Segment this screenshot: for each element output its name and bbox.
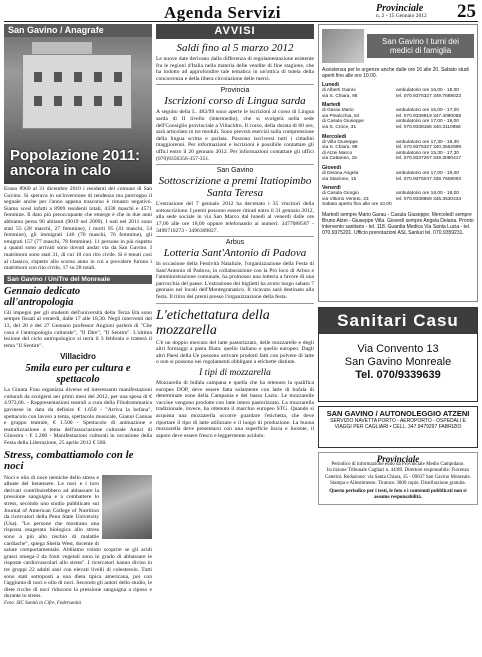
- masthead-text: Periodico di informazione edito da Provinciale Medio Campidano. Iscrizione Tribunale Cagliari n. 44/89. Direttore responsabile: Fiorenzo Caterini. Redazione: via Santa Chiara, 35 - 09037 San Gavino Monreale. Stampa e Allestimento. Tiratura: 3000 copie. Distribuzione gratuita.: [325, 462, 471, 486]
- doctor-name: via Stazione, 15: [322, 176, 357, 182]
- turni-row: [322, 156, 474, 162]
- autonoleggio-ad: [318, 406, 478, 448]
- column-left: [4, 24, 152, 606]
- unitre-title: Gennaio dedicato all'antropologia: [4, 285, 81, 308]
- doctor-hours: tel. 070.9338869 345.3530434: [396, 196, 462, 202]
- sangavino-kicker: San Gavino: [216, 167, 254, 175]
- issue-info: n. 2 - 15 Gennaio 2012: [376, 13, 427, 19]
- photo-tag: San Gavino / Anagrafe: [4, 24, 152, 37]
- doctor-hours: tel. 070.9375327 340.3552999: [396, 145, 462, 151]
- doctor-name: via Cattaneo, 15: [322, 156, 357, 162]
- turni-day: Giovedì: [322, 164, 342, 171]
- doctor-hours: [396, 202, 474, 208]
- doctor-name: via Pinaicchia, 64: [322, 113, 360, 119]
- doctor-hours: tel. 070.9338156 340.3110856: [396, 124, 461, 130]
- turni-day: Mercoledì: [322, 133, 347, 140]
- doctor-hours: tel. 070.9375327 349.7689023: [396, 93, 462, 99]
- anagrafe-photo: [4, 24, 152, 184]
- ad2-text: SERVIZIO NAVETTA PORTO - AEROPORTO - OSPEDALI E VIAGGI PER CAGLIARI • CELL. 347.9479297 FABRIZIO: [330, 418, 466, 431]
- saldi-text: Le nuove date derivano dalla differenza di regolamentazione esistente fra le regioni d'Italia nella materia delle vendite di fine stagione, che ha indotto ad approfondire tale tematica in un'ottica di tutela della concorrenza e della libera circolazione delle merci.: [156, 56, 314, 82]
- unitre-text: Gli impegni per gli studenti dell'università della Terza Età sono sempre fissati al venerdì, dalle 17 alle 18,30. Negli interventi del 13, del 20 e del 27 Gennaio professor Angioni parlerà di "Che cosa è l'antropologia culturale", "Il Dire", "Il Sentire". L'ultima lezione del ciclo antropologico si terrà il 3 febbraio e tratterà il tema "Il Sentire".: [4, 309, 152, 349]
- ad2-name: SAN GAVINO / AUTONOLEGGIO ATZENI: [326, 409, 470, 418]
- doctor-name: di Deiana Angela: [322, 170, 359, 176]
- sanitari-casu-ad: [318, 307, 478, 402]
- stress-text: Noci e olio di noce nemiche dello stress e alleate del benessere. Le noci e i loro derivati contribuirebbero ad abbassare la pressione sanguigna e a combattere lo stress, secondo uno studio pubblicato sul Journal of American College of Nutrition da ricercatori della Penn State University (Usa). "Le persone che mostrano una risposta esagerata biologica allo stress sono a più alto rischio di malattie cardiache", spiega Sheila West, docente di salute comportamentale. Abbiamo voluto scoprire se gli acidi grassi omega-3 da fonti vegetali sono in grado di abbassare le risposte cardiovascolari allo stress". I ricercatori hanno diviso in tre gruppi 22 adulti sani con elevati livelli di colesterolo. Tutti sono stati sottoposti a una dieta tipica americana, poi con l'aggiunta di noci e olio di noci. Secondo gli autori dello studio, le diete ricche di noci riducono la pressione sanguigna a riposo e durante lo stress.: [4, 474, 152, 600]
- anagrafe-text: Erano 8960 al 31 dicembre 2010 i residenti del comune di San Gavino. Si sperava in un'inversione di tendenza ma purtroppo il segnale anche per l'anno appena trascorso è rimasto negativo. Siamo scesi infatti a 8909 residenti totali, 4338 maschi e 4571 femmine. Il dato più preoccupante che emerge è che in due anni abbiamo perso 90 abitanti (9019 nel 2009). I nati nel 2011 sono stati 55 (28 maschi, 27 femmine), i morti 95 (41 maschi, 54 femmine), gli immigrati 146 (70 maschi, 76 femmine), gli emigrati 157 (77 maschi, 78 femmine). 11 persone in più rispetto a quanti sono arrivati sono dovuti andar via da San Gavino. I matrimoni sono stati 31, di cui 10 con rito civile. Si è tenuti così al classico, rispetto allo scorso anno in cui a prevalere furono i matrimoni con rito civile, 17 su 28 totali.: [4, 186, 152, 272]
- turni-notes: Martedì sempre Mario Garau - Casula Giuseppe. Mercoledì sempre Bruno Atzei - Giuseppe Villa. Giovedì sempre Angela Deiana. Pronto intervento sanitario - tel. 118. Guardia Medica Via Santa Lucia - tel. 070.9375201. Ufficio prenotazioni ASL Sanluri tel. 070.9359231.: [322, 211, 474, 236]
- doctor-name: via S. Croce, 31: [322, 124, 357, 130]
- doctor-photo: [322, 29, 364, 63]
- doctor-name: di Atzei Marco: [322, 150, 353, 156]
- tipi-text: Mozzarella di bufala campana e quella che ha ottenuto la qualifica europea DOP, deve essere fatta solamente con latte di bufala di determinate zone della Campania e del basso Lazio. Le mozzarelle vaccine vengono prodotte con latte intero pastorizzato. La mozzarella tradizionale, invece, ha ottenuto il marchio europeo STG. Quando si acquista una mozzarella occorre guardare l'etichetta, che deve riportare il tipo di latte utilizzato e il luogo di produzione. La buona mozzarella deve presentarsi con una superficie liscia e lucente, il sapore deve essere fresco e leggermente acidulo.: [156, 380, 314, 439]
- provincia-text: A seguito della L. 482/99 sono aperte le iscrizioni al corso di Lingua sarda di II livello (intermedio), che si svolgerà nella sede dell'Consiglio provinciale a Villacidro. Il corso, della durata di 60 ore, sarà articolato in tre moduli. Sono previsti esercizi sulla comprensione della lingua scritta e parlata. Possono iscriversi tutti i cittadini maggiorenni. Per informazioni e iscrizioni è possibile contattare gli uffici entro il 20 gennaio 2012. Per informazioni contattare gli uffici (070)9356356-357-351.: [156, 109, 314, 162]
- villacidro-kicker: Villacidro: [60, 352, 96, 362]
- villacidro-text: La Giunta Frau organizza diverse ed interessanti manifestazioni culturali da svolgersi nei primi mesi del 2012, per una spesa di € 4.973,60. - Rappresentazioni teatrali a cura della Filodrammatica gavinese in data da definire € 1.650 - "Arriva la befana", spettacolo con lavoro a tema, spettacolo musicale, Gianni Cannas e gruppo teatrale, € 1.500 - Spettacolo di animazione e teatralizzazione a tema dell'associazione culturale Amici di Ginostra - € 1.200 - Manifestazioni culturali in occasione della Festa della Liberazione, 25 aprile 2012 € 500.: [4, 387, 152, 447]
- turni-row: [322, 125, 474, 131]
- turni-schedule: [322, 82, 474, 208]
- saldi-title: Saldi fino al 5 marzo 2012: [176, 42, 294, 54]
- sangavino-title: Sottoscrizione a premi Itatiopimbo Santa Teresa: [158, 175, 312, 200]
- doctor-hours: ambulatorio ore 17,30 - 19,30: [396, 139, 459, 145]
- villacidro-title: 5mila euro per cultura e spettacolo: [25, 363, 131, 386]
- page-number: 25: [457, 1, 476, 22]
- arbus-title: Lotteria Sant'Antonio di Padova: [163, 247, 307, 260]
- doctor-name: via Vittorio Veneto, 23: [322, 196, 369, 202]
- doctor-name: di Casula Giuseppe: [322, 119, 364, 125]
- photo-caption: Popolazione 2011: ancora in calo: [10, 147, 141, 179]
- turni-day: Martedì: [322, 102, 341, 109]
- doctor-hours: ambulatorio ore 16,00 - 18,00: [396, 88, 459, 93]
- doctor-name: Sabato aperto fino alle ore 10,00: [322, 202, 392, 208]
- turni-title: San Gavino I turni dei medici di famiglia: [367, 34, 474, 58]
- turni-medici-box: [318, 24, 478, 302]
- doctor-hours: ambulatorio ore 16,00 - 18,00: [396, 191, 459, 197]
- doctor-name: di Villa Giuseppe: [322, 139, 358, 145]
- doctor-hours: ambulatorio ore 15,30 - 17,30: [396, 150, 459, 156]
- provincia-title: Iscrizioni corso di Lingua sarda: [164, 95, 306, 108]
- avvisi-header: AVVISI: [156, 24, 314, 39]
- ad-name: Sanitari Casu: [319, 308, 477, 334]
- photo-credit: Foto: SIC Sanità in Cifre, Federsanità: [4, 600, 82, 606]
- doctor-hours: ambulatorio ore 17,00 - 19,00: [396, 170, 459, 176]
- sangavino-text: L'estrazione del 7 gennaio 2012 ha decretato i 35 vincitori della sottoscrizione. I premi possono essere ritirati entro il 31 gennaio 2012, alla sede sociale in via San Marco dal lunedì al venerdì dalle ore 17,00 alle ore 18,00 oppure telefonando ai numeri: 3477088587 - 3496710273 - 3496309827.: [156, 201, 314, 234]
- masthead-logo: Provinciale: [376, 454, 420, 464]
- mozzarella-text: C'è un doppio mercato del latte pastorizzato, delle mozzarelle e degli altri formaggi a pasta filata: quello italiano e quello europeo. Dagli altri Paesi della Ue possono arrivare prodotti fatti con polvere di latte o non si possono nei regolamenti obbligare a etichette distinte.: [156, 339, 314, 366]
- doctor-name: di Casula Giorgio: [322, 191, 359, 197]
- ad-city: San Gavino Monreale: [344, 356, 452, 368]
- ad-address: Via Convento 13: [357, 343, 439, 355]
- turni-day: Venerdì: [322, 185, 341, 192]
- turni-intro: Assistenza per le urgenze anche dalle ore 16 alle 20. Sabato studi aperti fino alle ore 10.00.: [322, 67, 469, 79]
- stress-title: Stress, combattiamolo con le noci: [4, 448, 134, 473]
- doctor-name: via S. Chiara, 98: [322, 93, 358, 99]
- doctor-hours: ambulatorio ore 15,00 - 17,00: [396, 108, 459, 114]
- turni-row: [322, 202, 474, 208]
- column-center: [156, 24, 314, 439]
- column-right: [318, 24, 478, 505]
- doctor-hours: ambulatorio ore 17,00 - 19,00: [396, 119, 459, 125]
- tipi-title: I tipi di mozzarella: [199, 368, 271, 379]
- turni-row: [322, 177, 474, 183]
- turni-row: [322, 94, 474, 100]
- provincia-kicker: Provincia: [220, 87, 250, 95]
- turni-day: Lunedì: [322, 82, 340, 88]
- ad-phone: Tel. 070/9339639: [355, 369, 441, 381]
- publication-logo: Provinciale: [376, 3, 424, 14]
- masthead: [318, 452, 478, 505]
- page-header: [4, 2, 478, 22]
- mozzarella-title: L'etichettatura della mozzarella: [156, 307, 270, 338]
- doctor-hours: tel. 070.9339919 347.4090058: [396, 113, 462, 119]
- doctor-name: via S. Chiara, 98: [322, 145, 358, 151]
- doctor-hours: tel. 070.9375047 338.7608093: [396, 176, 462, 182]
- unitre-tag: San Gavino / UniTre del Monreale: [4, 275, 152, 284]
- doctor-name: di Alberti Gianni: [322, 88, 356, 93]
- masthead-footer: Questo periodico per i testi, le foto e i contenuti pubblicati non si assume responsabilità.: [329, 489, 467, 501]
- doctor-hours: tel. 070.9337267 349.3080417: [396, 156, 462, 162]
- arbus-text: In occasione della Festività Natalizie, l'organizzazione della Festa di Sant'Antonio di Padova, in collaborazione con la Pro loco di Arbus e l'amministrazione comunale, ha promosso una lotteria a favore di una parrocchia del paese. L'estrazione dei biglietti ha avuto luogo sabato 7 gennaio nei locali dell'Montegranatico. Il ricavato sarà destinato alla festa. Il ritiro dei premi presso l'organizzazione della festa.: [156, 261, 314, 301]
- walnut-photo: [102, 475, 152, 539]
- arbus-kicker: Arbus: [225, 239, 245, 247]
- section-title: Agenda Servizi: [164, 3, 282, 22]
- doctor-name: di Garau Mario: [322, 108, 354, 114]
